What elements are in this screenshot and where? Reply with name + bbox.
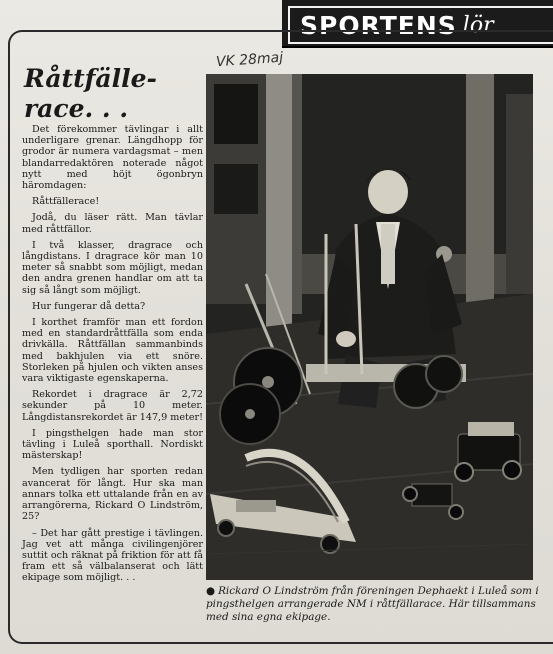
paragraph: – Det har gått prestige i tävlingen. Jag vet att många civilingenjörer suttit och räknat på friktion för att få fram ett så välbalanserat och lätt ekipage som möjligt. . . xyxy=(22,527,203,584)
article-headline xyxy=(24,64,199,124)
paragraph: Rekordet i dragrace är 2,72 sekunder på 10 meter. Långdistansrekordet är 147,9 meter! xyxy=(22,389,204,423)
caption-text: Rickard O Lindström från föreningen Dephaekt i Luleå som i pingsthelgen arrangerade NM i råttfällarace. Här tillsammans med sina egna ekipage. xyxy=(206,585,539,623)
paragraph: Men tydligen har sporten redan avancerat för långt. Hur ska man annars tolka ett uttalande från en av arrangörerna, Rickard O Lindström, 25? xyxy=(22,466,203,523)
paragraph: Hur fungerar då detta? xyxy=(32,300,146,312)
paragraph: Jodå, du läser rätt. Man tävlar med råttfällor. xyxy=(22,212,203,235)
headline-line-2: race. . . xyxy=(24,94,129,123)
photo-caption xyxy=(206,585,541,624)
article-body xyxy=(22,124,203,589)
section-title-suffix: lör xyxy=(462,12,494,38)
paragraph: I korthet framför man ett fordon med en standardråttfälla som enda drivkälla. Råttfällan sammanbinds med bakhjulen via ett snöre. Storleken på hjulen och vikten anses vara viktigaste egenskaperna. xyxy=(22,317,203,385)
paragraph: I pingsthelgen hade man stor tävling i Luleå sporthall. Nordiskt mästerskap! xyxy=(22,427,203,462)
handwritten-date-note: VK 28maj xyxy=(215,49,284,71)
paragraph: Det förekommer tävlingar i allt underligare grenar. Längdhopp för grodor är numera vardagsmat – men blandarredaktören noterade något nytt med höjt ögonbryn häromdagen: xyxy=(22,124,203,192)
section-title: SPORTENS xyxy=(300,10,457,40)
headline-line-1: Råttfälle- xyxy=(24,64,157,93)
article-photo xyxy=(206,74,533,580)
paragraph: Råttfällerace! xyxy=(32,196,100,208)
paragraph: I två klasser, dragrace och långdistans. I dragrace kör man 10 meter så snabbt som möjligt, medan den andra grenen handlar om att ta sig så långt som möjligt. xyxy=(22,239,203,296)
photo-illustration xyxy=(206,74,533,580)
caption-bullet-icon: ● xyxy=(206,585,216,597)
